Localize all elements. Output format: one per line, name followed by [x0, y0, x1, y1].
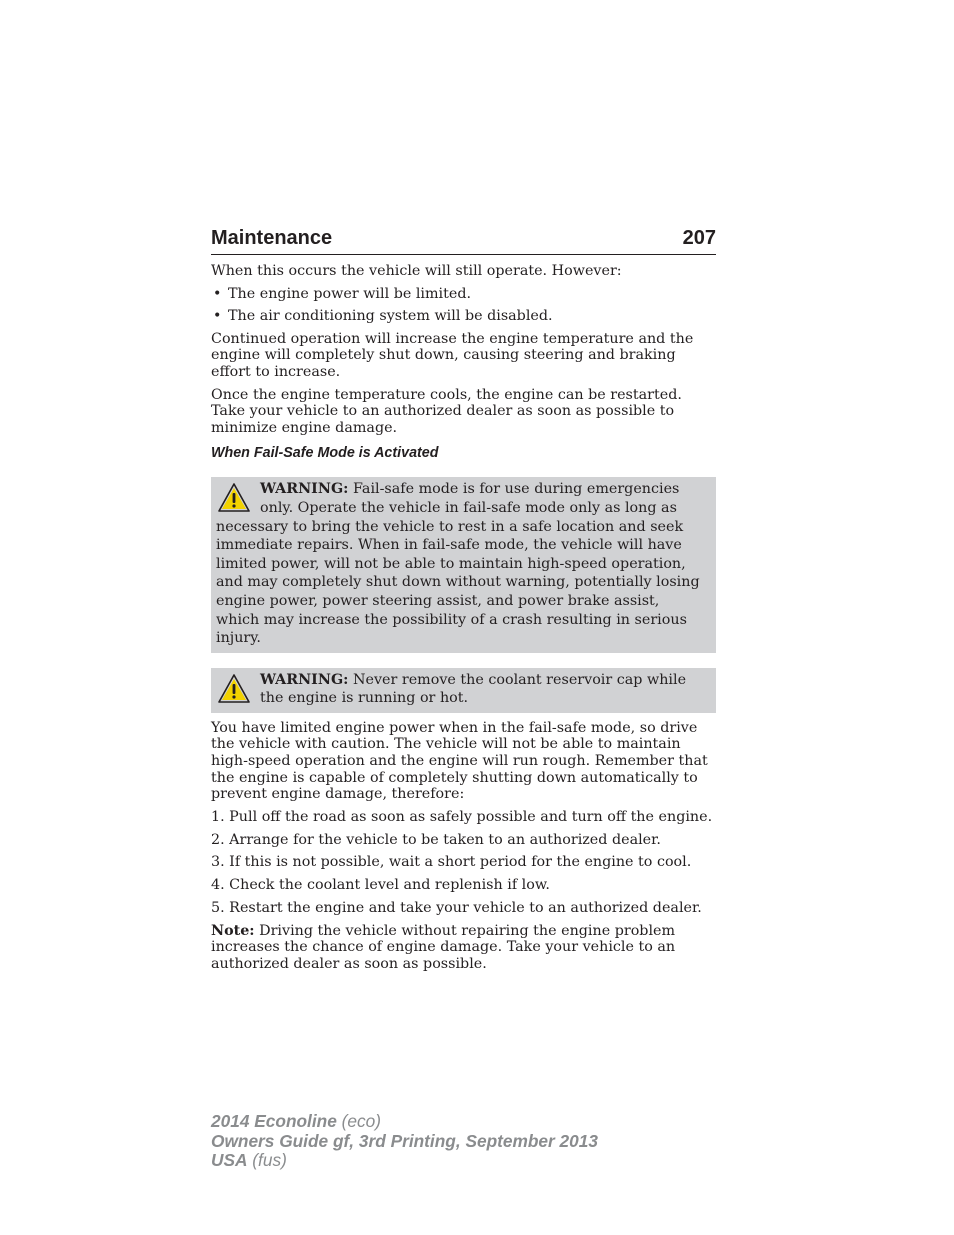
list-item: 1. Pull off the road as soon as safely possible and turn off the engine.: [211, 808, 713, 825]
section-subheading: When Fail-Safe Mode is Activated: [211, 445, 439, 462]
page-number: 207: [682, 227, 716, 249]
bullet-icon: •: [213, 285, 222, 302]
paragraph-engine-cools: Once the engine temperature cools, the engine can be restarted. Take your vehicle to an authorized dealer as soon as possible to minimize engine damage.: [211, 386, 682, 436]
intro-paragraph: When this occurs the vehicle will still operate. However:: [211, 263, 622, 279]
numbered-steps: [211, 809, 716, 917]
warning-label: WARNING:: [260, 481, 349, 498]
page-footer: [211, 1112, 598, 1171]
note-label: Note:: [211, 922, 255, 939]
page-content: [211, 226, 716, 973]
list-item: 3. If this is not possible, wait a short period for the engine to cool.: [211, 854, 692, 871]
list-item: • The engine power will be limited.: [213, 285, 472, 302]
warning-text: WARNING: Fail-safe mode is for use during emergencies only. Operate the vehicle in fail-safe mode only as long as necessary to bring the vehicle to rest in a safe location and seek immediate repairs. When in fail-safe mode, the vehicle will have limited power, will not be able to maintain high-speed operation, and may completely shut down without warning, potentially losing engine power, power steering assist, and power brake assist, which may increase the possibility of a crash resulting in serious injury.: [216, 481, 700, 647]
bullet-icon: •: [213, 308, 222, 325]
section-title: Maintenance: [211, 227, 333, 249]
list-item: 5. Restart the engine and take your vehicle to an authorized dealer.: [211, 899, 702, 916]
warning-triangle-icon: [217, 673, 251, 705]
footer-market-line: USA (fus): [211, 1150, 287, 1170]
note-paragraph: Note: Driving the vehicle without repairing the engine problem increases the chance of engine damage. Take your vehicle to an authorized dealer as soon as possible.: [211, 922, 676, 972]
paragraph-limited-power: You have limited engine power when in the fail-safe mode, so drive the vehicle with caution. The vehicle will not be able to maintain high-speed operation and the engine will run rough. Remember that the engine is capable of completely shutting down automatically to prevent engine damage, therefore:: [211, 719, 708, 803]
list-item: 2. Arrange for the vehicle to be taken to an authorized dealer.: [211, 831, 661, 848]
list-item: • The air conditioning system will be disabled.: [213, 308, 553, 325]
list-item: 4. Check the coolant level and replenish if low.: [211, 877, 550, 894]
warning-label: WARNING:: [260, 671, 349, 688]
warning-box: [211, 477, 716, 652]
footer-printing-line: Owners Guide gf, 3rd Printing, September 2013: [211, 1130, 599, 1151]
page-header: [211, 226, 716, 255]
warning-text: WARNING: Never remove the coolant reservoir cap while the engine is running or hot.: [260, 671, 687, 707]
warning-triangle-icon: [217, 482, 251, 514]
paragraph-continued-operation: Continued operation will increase the engine temperature and the engine will completely shut down, causing steering and braking effort to increase.: [211, 330, 694, 380]
warning-box: [211, 668, 716, 713]
bullet-list: [211, 286, 716, 325]
footer-model-line: 2014 Econoline (eco): [211, 1111, 382, 1131]
